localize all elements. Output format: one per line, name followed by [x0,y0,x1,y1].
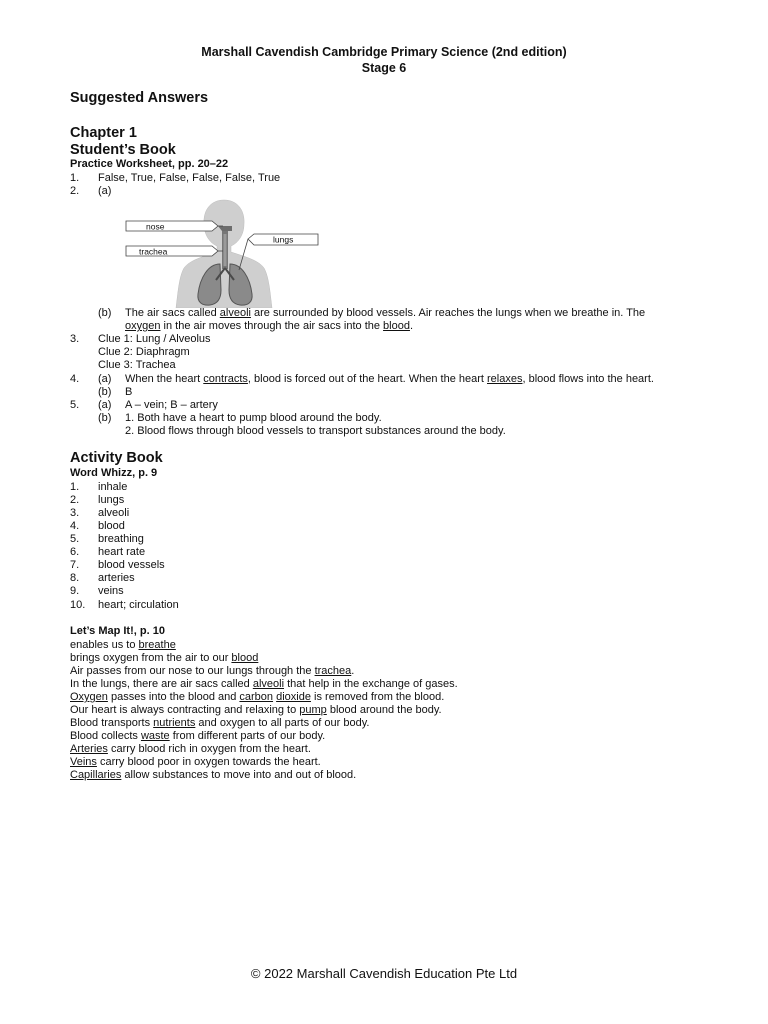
nose-label-box [126,221,223,232]
question-number: 3. [70,333,80,345]
activity-book-heading: Activity Book [70,450,163,466]
list-item: alveoli [98,507,130,519]
map-line: Oxygen passes into the blood and carbon dioxide is removed from the blood. [70,691,445,703]
map-line: Air passes from our nose to our lungs through the trachea. [70,665,355,677]
trachea-label: trachea [139,246,168,257]
map-line: brings oxygen from the air to our blood [70,652,259,664]
q5a-answer: A – vein; B – artery [125,399,218,411]
map-line: Blood transports nutrients and oxygen to all parts of our body. [70,717,370,729]
list-item-number: 9. [70,585,80,597]
clue-1: Clue 1: Lung / Alveolus [98,333,211,345]
map-line: Our heart is always contracting and relaxing to pump blood around the body. [70,704,442,716]
list-item-number: 1. [70,481,80,493]
q4a-answer: When the heart contracts, blood is forced out of the heart. When the heart relaxes, blood flows into the heart. [125,373,654,385]
q2b-line1: The air sacs called alveoli are surrounded by blood vessels. Air reaches the lungs when we breathe in. The [125,307,646,319]
list-item: lungs [98,494,125,506]
q1-answer: False, True, False, False, False, True [98,172,281,184]
worksheet-heading: Practice Worksheet, pp. 20–22 [70,158,229,170]
q4b-answer: B [125,386,133,398]
q5b-answer-1: 1. Both have a heart to pump blood around the body. [125,412,382,424]
lungs-label: lungs [273,234,294,245]
map-line: Blood collects waste from different parts of our body. [70,730,326,742]
list-item-number: 6. [70,546,80,558]
part-label: (a) [98,185,112,197]
question-number: 1. [70,172,80,184]
list-item-number: 8. [70,572,80,584]
list-item-number: 3. [70,507,80,519]
question-number: 4. [70,373,80,385]
map-it-heading: Let’s Map It!, p. 10 [70,625,165,637]
nose-label: nose [146,221,165,232]
map-line: In the lungs, there are air sacs called alveoli that help in the exchange of gases. [70,678,458,690]
trachea-label-box [126,246,223,257]
list-item-number: 10. [70,599,86,611]
list-item: inhale [98,481,128,493]
chapter-heading: Chapter 1 [70,125,137,141]
list-item: veins [98,585,124,597]
copyright-footer: © 2022 Marshall Cavendish Education Pte Ltd [250,966,518,981]
page-title: Suggested Answers [70,90,209,106]
list-item: arteries [98,572,135,584]
q5b-answer-2: 2. Blood flows through blood vessels to transport substances around the body. [125,425,506,437]
stage-label: Stage 6 [361,61,407,75]
list-item-number: 7. [70,559,80,571]
list-item-number: 2. [70,494,80,506]
list-item-number: 4. [70,520,80,532]
question-number: 2. [70,185,80,197]
q2b-line2: oxygen in the air moves through the air sacs into the blood. [125,320,414,332]
clue-2: Clue 2: Diaphragm [98,346,190,358]
clue-3: Clue 3: Trachea [98,359,176,371]
part-label: (a) [98,399,112,411]
map-line: Veins carry blood poor in oxygen towards the heart. [70,756,321,768]
question-number: 5. [70,399,80,411]
map-line: Capillaries allow substances to move into and out of blood. [70,769,357,781]
students-book-heading: Student’s Book [70,142,176,158]
list-item: heart; circulation [98,599,179,611]
list-item: breathing [98,533,144,545]
list-item-number: 5. [70,533,80,545]
map-line: enables us to breathe [70,639,176,651]
respiratory-system-diagram [124,198,324,308]
list-item: blood vessels [98,559,165,571]
book-title: Marshall Cavendish Cambridge Primary Science (2nd edition) [201,45,567,59]
part-label: (b) [98,307,112,319]
word-whizz-heading: Word Whizz, p. 9 [70,467,158,479]
part-label: (a) [98,373,112,385]
map-line: Arteries carry blood rich in oxygen from the heart. [70,743,311,755]
part-label: (b) [98,386,112,398]
list-item: blood [98,520,125,532]
part-label: (b) [98,412,112,424]
list-item: heart rate [98,546,146,558]
